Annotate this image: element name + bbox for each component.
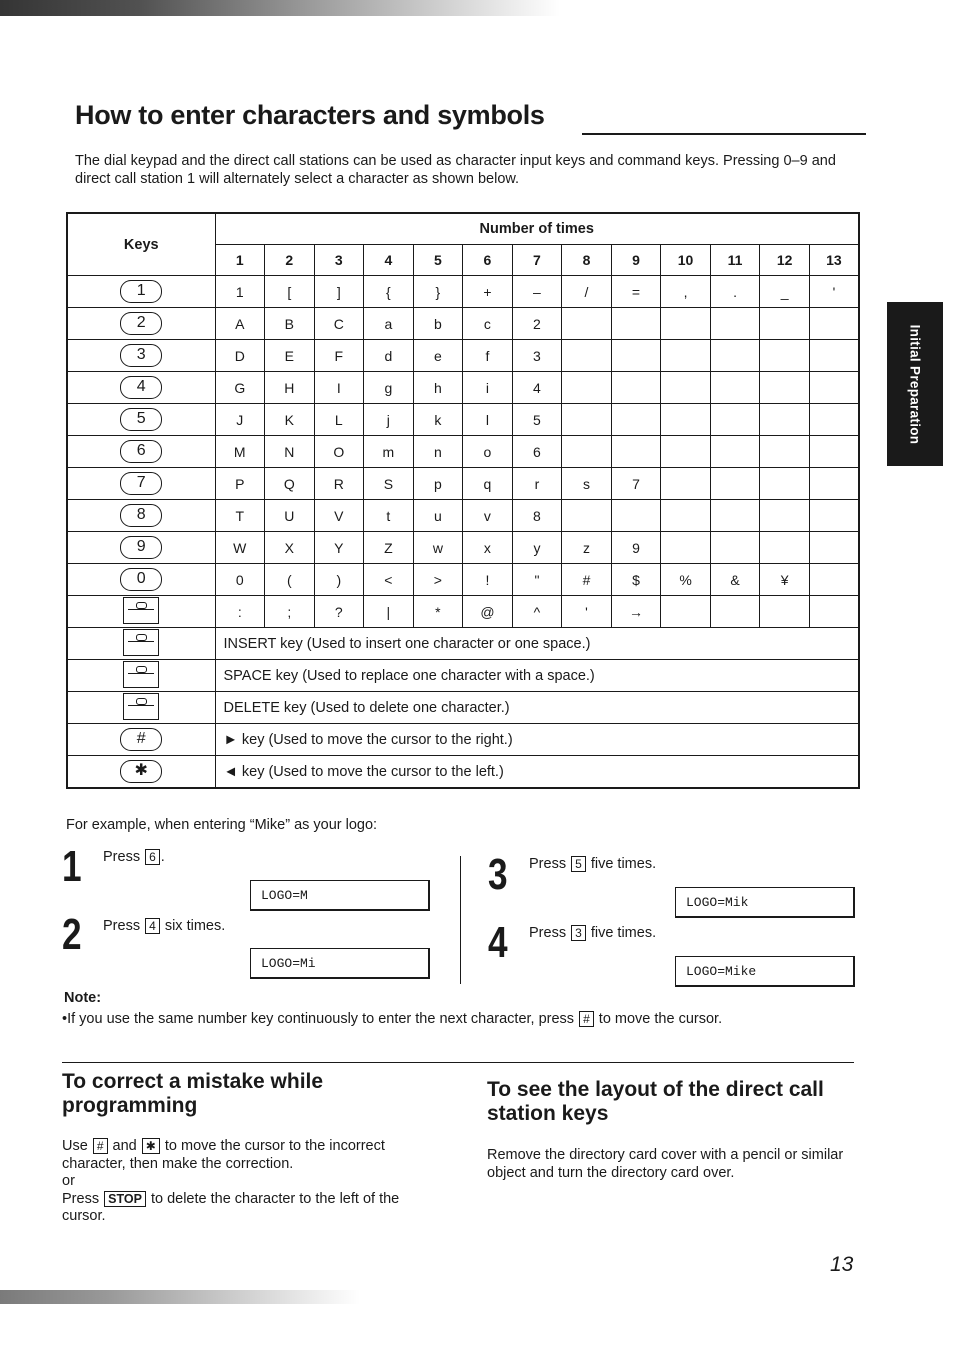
times-number: 8 xyxy=(562,245,612,276)
char-cell: 8 xyxy=(512,500,562,532)
key-cell xyxy=(67,692,215,724)
char-cell: B xyxy=(265,308,315,340)
times-number: 2 xyxy=(265,245,315,276)
dial-key-icon: 0 xyxy=(120,568,162,591)
char-cell xyxy=(809,468,859,500)
key-cell xyxy=(67,340,215,372)
char-cell: x xyxy=(463,532,513,564)
char-cell: X xyxy=(265,532,315,564)
key-cell xyxy=(67,436,215,468)
char-cell xyxy=(809,340,859,372)
dial-key-icon: 8 xyxy=(120,504,162,527)
char-cell: o xyxy=(463,436,513,468)
char-cell xyxy=(809,532,859,564)
char-cell xyxy=(661,468,711,500)
dial-key-icon: 3 xyxy=(120,344,162,367)
char-cell: D xyxy=(215,340,265,372)
dial-key-icon: 7 xyxy=(120,472,162,495)
char-cell: 6 xyxy=(512,436,562,468)
note-heading: Note: xyxy=(64,990,102,1006)
key-cell xyxy=(67,660,215,692)
char-cell: W xyxy=(215,532,265,564)
lcd-display: LOGO=Mi xyxy=(250,948,430,979)
intro-text: The dial keypad and the direct call stations can be used as character input keys and command keys. Pressing 0–9 and direct call station 1 will alternately select a character as shown below. xyxy=(75,153,836,187)
char-cell: g xyxy=(364,372,414,404)
char-cell: { xyxy=(364,276,414,308)
note-text: •If you use the same number key continuously to enter the next character, press # to move the cursor. xyxy=(62,1011,723,1027)
char-cell xyxy=(710,596,760,628)
char-cell: % xyxy=(661,564,711,596)
char-cell: ) xyxy=(314,564,364,596)
table-row xyxy=(67,564,859,596)
dial-key-icon: 6 xyxy=(120,440,162,463)
char-cell: y xyxy=(512,532,562,564)
section-tab xyxy=(887,302,943,466)
char-cell: } xyxy=(413,276,463,308)
layout-text: Remove the directory card cover with a pencil or similar object and turn the directory card over. xyxy=(487,1147,844,1181)
lcd-display: LOGO=M xyxy=(250,880,430,911)
char-cell: 7 xyxy=(611,468,661,500)
times-header: Number of times xyxy=(215,213,859,245)
char-cell: L xyxy=(314,404,364,436)
key-cell xyxy=(67,500,215,532)
char-cell: / xyxy=(562,276,612,308)
table-row xyxy=(67,596,859,628)
char-cell: + xyxy=(463,276,513,308)
title-rule xyxy=(582,133,866,135)
char-cell: I xyxy=(314,372,364,404)
char-cell xyxy=(661,596,711,628)
char-cell xyxy=(710,436,760,468)
command-description: SPACE key (Used to replace one character with a space.) xyxy=(215,660,859,692)
char-cell: * xyxy=(413,596,463,628)
dial-key-icon: 5 xyxy=(120,408,162,431)
step-number: 1 xyxy=(62,842,82,891)
char-cell: ( xyxy=(265,564,315,596)
hash-key-icon: # xyxy=(93,1138,108,1154)
char-cell xyxy=(562,308,612,340)
char-cell: ! xyxy=(463,564,513,596)
char-cell: → xyxy=(611,596,661,628)
key-3-icon: 3 xyxy=(571,925,586,941)
char-cell xyxy=(562,340,612,372)
char-cell: 9 xyxy=(611,532,661,564)
char-cell xyxy=(710,532,760,564)
char-cell: w xyxy=(413,532,463,564)
char-cell xyxy=(760,532,810,564)
example-intro: For example, when entering “Mike” as your logo: xyxy=(66,817,378,833)
char-cell: h xyxy=(413,372,463,404)
key-cell xyxy=(67,276,215,308)
char-cell: f xyxy=(463,340,513,372)
char-cell: 5 xyxy=(512,404,562,436)
char-cell xyxy=(710,404,760,436)
char-cell xyxy=(562,372,612,404)
char-cell: Q xyxy=(265,468,315,500)
char-cell xyxy=(611,500,661,532)
column-divider xyxy=(460,856,461,984)
key-cell xyxy=(67,628,215,660)
char-cell: T xyxy=(215,500,265,532)
direct-call-station-icon xyxy=(123,661,159,688)
key-cell xyxy=(67,532,215,564)
char-cell xyxy=(760,308,810,340)
char-cell: & xyxy=(710,564,760,596)
char-cell: < xyxy=(364,564,414,596)
char-cell: 0 xyxy=(215,564,265,596)
scan-edge-bottom xyxy=(0,1290,360,1304)
times-number: 7 xyxy=(512,245,562,276)
char-cell: V xyxy=(314,500,364,532)
times-number: 5 xyxy=(413,245,463,276)
char-cell: = xyxy=(611,276,661,308)
char-cell xyxy=(760,596,810,628)
command-description: ► key (Used to move the cursor to the right.) xyxy=(215,724,859,756)
char-cell: q xyxy=(463,468,513,500)
step-instruction: Press 6 . xyxy=(103,849,165,865)
char-cell: $ xyxy=(611,564,661,596)
times-number: 3 xyxy=(314,245,364,276)
table-row xyxy=(67,500,859,532)
char-cell: b xyxy=(413,308,463,340)
char-cell: F xyxy=(314,340,364,372)
char-cell: G xyxy=(215,372,265,404)
step-instruction: Press 5 five times. xyxy=(529,856,657,872)
char-cell: i xyxy=(463,372,513,404)
char-cell: J xyxy=(215,404,265,436)
key-cell xyxy=(67,308,215,340)
char-cell: ^ xyxy=(512,596,562,628)
char-cell: O xyxy=(314,436,364,468)
table-row xyxy=(67,404,859,436)
char-cell xyxy=(809,564,859,596)
char-cell: : xyxy=(215,596,265,628)
char-cell: p xyxy=(413,468,463,500)
char-cell xyxy=(661,308,711,340)
hash-key-icon: # xyxy=(579,1011,594,1027)
lcd-display: LOGO=Mike xyxy=(675,956,855,987)
char-cell: 3 xyxy=(512,340,562,372)
char-cell xyxy=(809,500,859,532)
char-cell: , xyxy=(661,276,711,308)
correct-mistake-heading: To correct a mistake while programming xyxy=(62,1070,324,1117)
key-cell xyxy=(67,404,215,436)
times-number: 1 xyxy=(215,245,265,276)
step-instruction: Press 3 five times. xyxy=(529,925,657,941)
times-number: 10 xyxy=(661,245,711,276)
char-cell xyxy=(661,404,711,436)
key-cell xyxy=(67,468,215,500)
char-cell: n xyxy=(413,436,463,468)
char-cell: [ xyxy=(265,276,315,308)
page-number: 13 xyxy=(830,1253,854,1276)
table-row xyxy=(67,692,859,724)
char-cell xyxy=(809,372,859,404)
dial-key-icon: 2 xyxy=(120,312,162,335)
char-cell: M xyxy=(215,436,265,468)
char-cell: l xyxy=(463,404,513,436)
character-table xyxy=(66,212,860,789)
dial-key-icon: 9 xyxy=(120,536,162,559)
times-number: 13 xyxy=(809,245,859,276)
char-cell: A xyxy=(215,308,265,340)
table-row xyxy=(67,372,859,404)
char-cell: 2 xyxy=(512,308,562,340)
char-cell xyxy=(710,308,760,340)
char-cell xyxy=(760,468,810,500)
char-cell: ; xyxy=(265,596,315,628)
key-cell xyxy=(67,596,215,628)
section-tab-label: Initial Preparation xyxy=(907,324,923,444)
char-cell xyxy=(710,468,760,500)
char-cell xyxy=(710,500,760,532)
char-cell: 4 xyxy=(512,372,562,404)
char-cell xyxy=(562,436,612,468)
layout-heading: To see the layout of the direct call station keys xyxy=(487,1078,824,1125)
char-cell xyxy=(661,500,711,532)
char-cell: ' xyxy=(562,596,612,628)
char-cell: > xyxy=(413,564,463,596)
table-row xyxy=(67,340,859,372)
char-cell: # xyxy=(562,564,612,596)
star-key-icon: ✱ xyxy=(142,1138,160,1154)
char-cell xyxy=(809,596,859,628)
char-cell: Y xyxy=(314,532,364,564)
char-cell: " xyxy=(512,564,562,596)
dial-key-icon: # xyxy=(120,728,162,751)
char-cell xyxy=(760,436,810,468)
table-row xyxy=(67,628,859,660)
table-row xyxy=(67,468,859,500)
char-cell xyxy=(760,340,810,372)
char-cell: R xyxy=(314,468,364,500)
stop-key-icon: STOP xyxy=(104,1191,146,1207)
char-cell xyxy=(562,500,612,532)
lcd-display: LOGO=Mik xyxy=(675,887,855,918)
table-row xyxy=(67,660,859,692)
dial-key-icon: 4 xyxy=(120,376,162,399)
char-cell: ¥ xyxy=(760,564,810,596)
char-cell: 1 xyxy=(215,276,265,308)
char-cell xyxy=(611,372,661,404)
char-cell: t xyxy=(364,500,414,532)
char-cell: S xyxy=(364,468,414,500)
char-cell: ? xyxy=(314,596,364,628)
character-table-body xyxy=(67,276,859,789)
char-cell: d xyxy=(364,340,414,372)
times-number: 9 xyxy=(611,245,661,276)
scan-edge-top xyxy=(0,0,560,16)
char-cell xyxy=(760,500,810,532)
char-cell: @ xyxy=(463,596,513,628)
direct-call-station-icon xyxy=(123,629,159,656)
char-cell: k xyxy=(413,404,463,436)
char-cell xyxy=(611,436,661,468)
char-cell: _ xyxy=(760,276,810,308)
char-cell xyxy=(661,532,711,564)
char-cell xyxy=(661,372,711,404)
dial-key-icon: ✱ xyxy=(120,760,162,783)
key-4-icon: 4 xyxy=(145,918,160,934)
char-cell: U xyxy=(265,500,315,532)
char-cell: C xyxy=(314,308,364,340)
char-cell xyxy=(809,404,859,436)
table-row xyxy=(67,308,859,340)
char-cell xyxy=(760,404,810,436)
char-cell: c xyxy=(463,308,513,340)
char-cell: e xyxy=(413,340,463,372)
char-cell xyxy=(661,436,711,468)
times-number: 4 xyxy=(364,245,414,276)
char-cell: ' xyxy=(809,276,859,308)
char-cell: r xyxy=(512,468,562,500)
table-row xyxy=(67,276,859,308)
char-cell xyxy=(611,308,661,340)
correct-mistake-text: Use # and ✱ to move the cursor to the incorrect character, then make the correction. or Press STOP to delete the character to the left of the cursor. xyxy=(62,1138,400,1224)
char-cell xyxy=(809,436,859,468)
command-description: ◄ key (Used to move the cursor to the left.) xyxy=(215,756,859,789)
char-cell xyxy=(611,340,661,372)
char-cell xyxy=(809,308,859,340)
key-5-icon: 5 xyxy=(571,856,586,872)
page-title: How to enter characters and symbols xyxy=(75,100,545,130)
char-cell xyxy=(760,372,810,404)
key-cell xyxy=(67,372,215,404)
char-cell: s xyxy=(562,468,612,500)
char-cell: P xyxy=(215,468,265,500)
step-number: 2 xyxy=(62,910,82,959)
char-cell xyxy=(710,340,760,372)
times-number: 11 xyxy=(710,245,760,276)
step-instruction: Press 4 six times. xyxy=(103,918,226,934)
char-cell: Z xyxy=(364,532,414,564)
char-cell: m xyxy=(364,436,414,468)
command-description: DELETE key (Used to delete one character.) xyxy=(215,692,859,724)
char-cell: z xyxy=(562,532,612,564)
char-cell: K xyxy=(265,404,315,436)
step-number: 3 xyxy=(488,850,508,899)
char-cell xyxy=(611,404,661,436)
table-row xyxy=(67,756,859,789)
char-cell: ] xyxy=(314,276,364,308)
char-cell: v xyxy=(463,500,513,532)
section-rule xyxy=(62,1062,854,1063)
char-cell: a xyxy=(364,308,414,340)
char-cell: N xyxy=(265,436,315,468)
command-description: INSERT key (Used to insert one character or one space.) xyxy=(215,628,859,660)
direct-call-station-icon xyxy=(123,597,159,624)
times-number: 6 xyxy=(463,245,513,276)
key-6-icon: 6 xyxy=(145,849,160,865)
table-row xyxy=(67,532,859,564)
char-cell xyxy=(710,372,760,404)
char-cell: | xyxy=(364,596,414,628)
char-cell: – xyxy=(512,276,562,308)
step-number: 4 xyxy=(488,918,508,967)
char-cell xyxy=(661,340,711,372)
char-cell: E xyxy=(265,340,315,372)
key-cell xyxy=(67,724,215,756)
char-cell: u xyxy=(413,500,463,532)
table-row xyxy=(67,436,859,468)
direct-call-station-icon xyxy=(123,693,159,720)
dial-key-icon: 1 xyxy=(120,280,162,303)
char-cell: . xyxy=(710,276,760,308)
char-cell: H xyxy=(265,372,315,404)
char-cell xyxy=(562,404,612,436)
char-cell: j xyxy=(364,404,414,436)
key-cell xyxy=(67,756,215,789)
keys-header: Keys xyxy=(67,213,215,276)
key-cell xyxy=(67,564,215,596)
table-row xyxy=(67,724,859,756)
times-number: 12 xyxy=(760,245,810,276)
